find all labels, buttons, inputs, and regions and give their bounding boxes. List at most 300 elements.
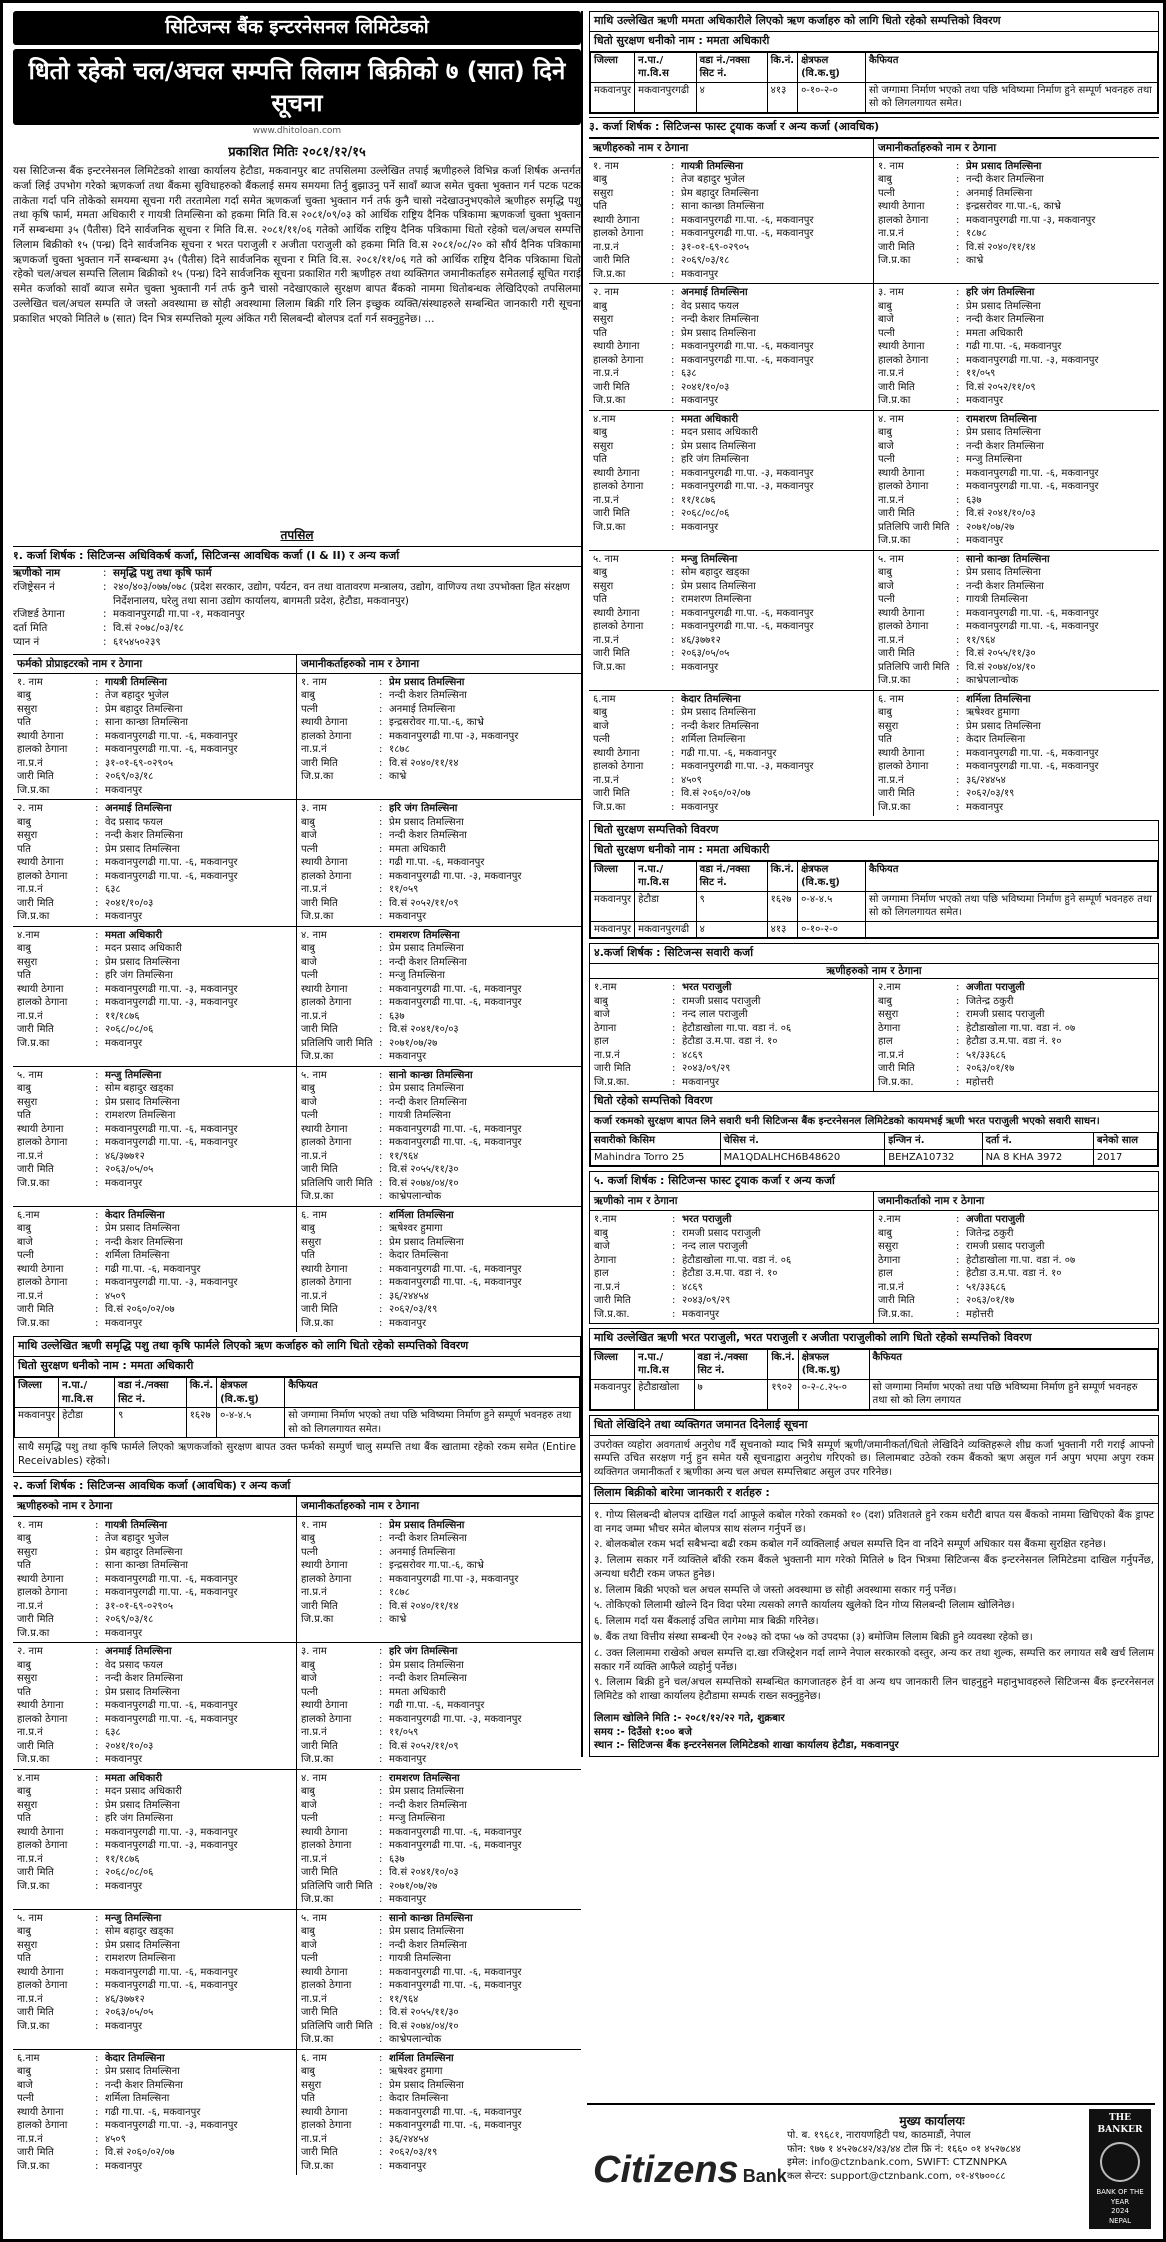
field-value: ११/०५९ <box>966 368 996 380</box>
person-field <box>593 214 869 228</box>
field-label: जि.प्र.का <box>301 911 334 923</box>
table-cell: ४१३ <box>767 921 797 938</box>
colon: : <box>672 1281 676 1293</box>
field-label: हालको ठेगाना <box>301 1137 352 1149</box>
colon: : <box>95 1740 99 1752</box>
colon: : <box>95 771 99 783</box>
table-header: कि.नं. <box>768 1349 798 1379</box>
field-value: मकवानपुरगढी गा.पा. -६, मकवानपुर <box>105 870 238 882</box>
field-value: ६३७ <box>966 494 982 506</box>
person-field <box>17 2006 292 2020</box>
person-field <box>301 1276 577 1290</box>
person-field <box>17 1010 292 1024</box>
table-header: जिल्ला <box>591 52 635 82</box>
person-field <box>17 1123 292 1137</box>
field-value: तेज बहादुर भुजेल <box>681 174 745 186</box>
loan3-people <box>589 138 1159 157</box>
colon: : <box>956 788 960 800</box>
person-name-label: ५. नाम <box>301 1069 327 1081</box>
person-name: अनमाई तिमल्सिना <box>681 287 748 299</box>
field-value: ३१-०१-६९-०२९०५ <box>681 241 750 253</box>
person-field <box>878 593 1155 607</box>
person-field <box>17 1023 292 1037</box>
table-header: इन्जिन नं. <box>885 1133 982 1150</box>
field-value: वि.सं २०७८/०३/१८ <box>113 623 184 635</box>
person-name: केदार तिमल्सिना <box>105 1209 165 1221</box>
person-name-row <box>878 160 1155 174</box>
field-label: स्थायी ठेगाना <box>301 1826 348 1838</box>
colon: : <box>672 982 676 994</box>
person-field <box>301 1082 577 1096</box>
award-country: NEPAL <box>1108 2216 1132 2225</box>
field-label: ना.प्र.नं <box>878 1281 904 1293</box>
rule-item: ५. तोकिएको लिलामी खोल्ने दिन विदा परेमा त्यसको लगत्तै कार्यालय खुलेको दिन गोप्य सिलबन्दी लिलाम खोलिनेछ। <box>594 1600 1015 1612</box>
award-year: 2024 <box>1111 2207 1129 2216</box>
field-value: ४५०९ <box>105 2133 126 2145</box>
colon: : <box>95 1799 99 1811</box>
table-header: सवारीको किसिम <box>591 1133 721 1150</box>
field-value: नन्दी केशर तिमल्सिना <box>966 580 1044 592</box>
left-column <box>13 11 581 2175</box>
person-field <box>878 1308 1154 1322</box>
people-row <box>13 799 581 926</box>
person-name-label: ४. नाम <box>878 413 904 425</box>
field-value: प्रेम प्रसाद तिमल्सिना <box>389 1659 464 1671</box>
field-label: ना.प्र.नं <box>593 774 619 786</box>
field-label: स्थायी ठेगाना <box>301 2106 348 2118</box>
field-value: मकवानपुरगढी गा.पा -१, मकवानपुर <box>113 609 245 621</box>
field-label: जि.प्र.का <box>301 1754 334 1766</box>
people-cell <box>13 1207 297 1333</box>
field-value: मकवानपुरगढी गा.पा. -६, मकवानपुर <box>389 1840 522 1852</box>
colon: : <box>95 1150 99 1162</box>
field-value: मकवानपुरगढी गा.पा -३, मकवानपुर <box>389 730 519 742</box>
colon: : <box>379 929 383 941</box>
person-field <box>878 1022 1154 1036</box>
person-field <box>878 801 1155 815</box>
field-label: स्थायी ठेगाना <box>17 1123 64 1135</box>
person-name-row <box>301 1912 577 1926</box>
colon: : <box>95 1912 99 1924</box>
field-label: जारी मिति <box>878 1063 915 1075</box>
field-value: ६३८ <box>681 368 697 380</box>
colon: : <box>379 1966 383 1978</box>
person-name-row <box>301 1519 577 1533</box>
field-value: तेज बहादुर भुजेल <box>105 1533 169 1545</box>
field-label: जि.प्र.का <box>301 1317 334 1329</box>
person-field <box>17 703 292 717</box>
person-field <box>17 1799 292 1813</box>
colon: : <box>671 187 675 199</box>
person-field <box>301 1952 577 1966</box>
field-label: जारी मिति <box>301 1164 338 1176</box>
collateral-top-title: माथि उल्लेखित ऋणी ममता अधिकारीले लिएको ऋण कर्जाहरु को लागि धितो रहेको सम्पत्तिको विवरण <box>590 12 1158 32</box>
field-label: ना.प्र.नं <box>301 1853 327 1865</box>
colon: : <box>379 1137 383 1149</box>
field-value: प्रेम प्रसाद तिमल्सिना <box>389 1236 464 1248</box>
colon: : <box>95 676 99 688</box>
field-value: मकवानपुर <box>681 268 719 280</box>
person-field <box>301 1096 577 1110</box>
colon: : <box>956 1268 960 1280</box>
field-value: मकवानपुरगढी गा.पा. -६, मकवानपुर <box>105 1700 238 1712</box>
colon: : <box>379 943 383 955</box>
colon: : <box>95 1926 99 1938</box>
colon: : <box>956 201 960 213</box>
colon: : <box>379 897 383 909</box>
person-field <box>17 1993 292 2007</box>
field-value: शर्मिला तिमल्सिना <box>105 2093 170 2105</box>
colon: : <box>95 1754 99 1766</box>
person-field <box>594 1062 869 1076</box>
office-phone: फोन: ९७७ १ ४५२७८४२/४३/४४ टोल फ्रि नं: १६६० ०१ ४५२७८४४ <box>787 2143 1021 2155</box>
vehicle-table <box>590 1132 1158 1166</box>
field-label: बाबु <box>878 174 893 186</box>
loan2-col-b: जमानीकर्ताहरुको नाम र ठेगाना <box>301 1500 420 1513</box>
field-label: जारी मिति <box>301 1867 338 1879</box>
field-label: बाबु <box>593 427 608 439</box>
field-label: जारी मिति <box>17 2007 54 2019</box>
colon: : <box>379 1659 383 1671</box>
colon: : <box>379 983 383 995</box>
people-row <box>13 926 581 1066</box>
colon: : <box>956 381 960 393</box>
logo-suffix: Bank <box>742 2166 787 2186</box>
field-value: रामजी प्रसाद पराजुली <box>966 1241 1045 1253</box>
field-value: ऋषेश्वर हुमागा <box>389 1223 443 1235</box>
field-label: जि.प्र.का <box>878 675 911 687</box>
table-header: क्षेत्रफल (वि.क.धु) <box>798 861 866 891</box>
person-name-label: ६.नाम <box>17 1209 40 1221</box>
field-label: जि.प्र.का. <box>878 1076 914 1088</box>
field-value: ११/०५९ <box>389 1727 419 1739</box>
colon: : <box>956 995 960 1007</box>
field-value: मकवानपुर <box>105 1317 143 1329</box>
field-label: स्थायी ठेगाना <box>17 1826 64 1838</box>
field-label: हालको ठेगाना <box>301 730 352 742</box>
table-header: वडा नं./नक्सा सिट नं. <box>115 1378 187 1408</box>
field-label: जि.प्र.का <box>17 1627 50 1639</box>
person-name-label: १. नाम <box>301 1519 327 1531</box>
table-cell: १९०२ <box>768 1379 798 1409</box>
field-value: गढी गा.पा. -६, मकवानपुर <box>105 2106 201 2118</box>
field-label: हाल <box>594 1268 609 1280</box>
person-field <box>17 1082 292 1096</box>
person-block <box>301 1519 577 1627</box>
loan5-head <box>590 1192 1158 1210</box>
person-block <box>17 1209 292 1331</box>
person-name-row <box>17 929 292 943</box>
field-value: २०६९/०३/१८ <box>105 771 154 783</box>
field-value: १८७८ <box>389 744 410 756</box>
collateral-top-table <box>590 52 1158 113</box>
field-value: ६३७ <box>389 1010 405 1022</box>
person-field <box>301 1010 577 1024</box>
table-cell: मकवानपुर <box>591 1379 635 1409</box>
table-header: बनेको साल <box>1093 1133 1157 1150</box>
field-label: पत्नी <box>301 1546 318 1558</box>
person-block <box>301 2052 577 2174</box>
field-value: मकवानपुरगढी गा.पा. -६, मकवानपुर <box>105 1980 238 1992</box>
table-cell: हेटौडा <box>59 1408 115 1438</box>
colon: : <box>95 1614 99 1626</box>
person-field <box>878 1227 1154 1241</box>
person-field <box>301 843 577 857</box>
table-header: जिल्ला <box>15 1378 59 1408</box>
field-value: मकवानपुर <box>105 911 143 923</box>
table-header: कैफियत <box>865 52 1157 82</box>
rule-item: ६. लिलाम गर्दा यस बैंकलाई उचित लागेमा मात्र बिक्री गरिनेछ। <box>594 1616 819 1628</box>
field-label: बाबु <box>878 1227 893 1239</box>
field-label: हाल <box>878 1036 893 1048</box>
colon: : <box>671 788 675 800</box>
field-label: स्थायी ठेगाना <box>301 1966 348 1978</box>
banker-award-badge <box>1089 2109 1151 2229</box>
field-value: मकवानपुरगढी गा.पा. -६, मकवानपुर <box>389 1966 522 1978</box>
field-label: जि.प्र.का <box>301 1191 334 1203</box>
person-name-row <box>17 1519 292 1533</box>
colon: : <box>95 1600 99 1612</box>
person-name-row <box>17 2052 292 2066</box>
people-row <box>589 157 1159 284</box>
colon: : <box>956 521 960 533</box>
field-label: रजिष्ट्रेसन नं <box>13 581 55 593</box>
person-field <box>17 2079 292 2093</box>
person-name-label: १. नाम <box>17 1519 43 1531</box>
person-field <box>301 1699 577 1713</box>
field-label: बाबु <box>301 2066 316 2078</box>
person-field <box>17 897 292 911</box>
person-field <box>17 2065 292 2079</box>
field-value: मदन प्रसाद अधिकारी <box>105 1786 182 1798</box>
field-value: मकवानपुरगढी गा.पा. -६, मकवानपुर <box>105 1123 238 1135</box>
table-row <box>15 1408 580 1438</box>
person-field <box>17 1713 292 1727</box>
person-field <box>301 2119 577 2133</box>
people-row <box>589 283 1159 410</box>
field-label: पत्नी <box>17 2093 34 2105</box>
person-field <box>301 1123 577 1137</box>
table-cell <box>865 921 1157 938</box>
field-value: ११/९६४ <box>389 1150 419 1162</box>
field-label: ना.प्र.नं <box>593 494 619 506</box>
person-field <box>301 1263 577 1277</box>
person-name-row <box>17 1912 292 1926</box>
people-cell <box>13 1067 297 1206</box>
colon: : <box>956 553 960 565</box>
colon: : <box>379 2106 383 2118</box>
person-name-row <box>878 981 1154 995</box>
table-cell: १६२७ <box>186 1408 216 1438</box>
field-label: पत्नी <box>301 1686 318 1698</box>
person-field <box>17 1952 292 1966</box>
field-value: मकवानपुरगढी गा.पा. -६, मकवानपुर <box>389 1137 522 1149</box>
field-label: स्थायी ठेगाना <box>17 983 64 995</box>
field-label: पति <box>17 1686 31 1698</box>
field-value: वि.सं २०५२/११/०९ <box>389 1740 459 1752</box>
colon: : <box>95 1953 99 1965</box>
colon: : <box>671 481 675 493</box>
person-field <box>878 354 1155 368</box>
colon: : <box>95 1209 99 1221</box>
field-value: मकवानपुरगढी गा.पा. -६, मकवानपुर <box>105 730 238 742</box>
person-field <box>878 1076 1154 1090</box>
person-name-row <box>17 1772 292 1786</box>
guarantee-text: उपरोक्त व्यहोरा अवगतार्थ अनुरोध गर्दै सूचनाको म्याद भित्रै सम्पूर्ण ऋणी/जमानीकर्ता/धितो लेखिदिने व्यक्तिहरूले शीघ्र कर्जा भुक्तानी गरी गराई आफ्नो सम्पत्ति उचित सरक्षण गर्नु हुन समेत यसै सूचनाद्वारा अनुरोध गरिएको छ। लिलामबाट उठेको रकम बैंकको ऋण असुल गर्न अपुग भएमा अपुग रकम व्यक्तिगत जमानीकर्ता र ऋणीका अन्य चल अचल सम्पत्तिबाट असुल उपर गरिनेछ। <box>594 1439 1154 1479</box>
field-value: ४८६९ <box>682 1049 703 1061</box>
person-field <box>878 607 1155 621</box>
colon: : <box>956 1241 960 1253</box>
rule-item: ३. लिलाम सकार गर्ने व्यक्तिले बाँकी रकम बैंकले भुक्तानी माग गरेको मितिले ७ दिन भित्रमा सिटिजन्स बैंक इन्टरनेसनल लिमिटेडमा दाखिल गर्नुपर्नेछ, अन्यथा धरौटी रकम जफत हुनेछ। <box>594 1555 1154 1580</box>
person-name-row <box>17 1645 292 1659</box>
people-row <box>13 2049 581 2176</box>
field-label: बाबु <box>301 816 316 828</box>
field-value: शर्मिला तिमल्सिना <box>681 734 746 746</box>
person-field <box>593 426 869 440</box>
person-name: शर्मिला तिमल्सिना <box>966 693 1031 705</box>
field-value: प्रेम प्रसाद तिमल्सिना <box>389 816 464 828</box>
field-label: स्थायी ठेगाना <box>593 467 640 479</box>
field-value: २०७१/०७/२७ <box>389 1037 438 1049</box>
person-field <box>301 1726 577 1740</box>
field-label: ससुरा <box>593 187 614 199</box>
field-value: मकवानपुरगढी गा.पा. -३, मकवानपुर <box>105 1826 238 1838</box>
person-name-label: ६.नाम <box>17 2052 40 2064</box>
person-field <box>301 2033 577 2047</box>
colon: : <box>379 2147 383 2159</box>
field-value: काभ्रेपलान्चोक <box>389 2034 442 2046</box>
person-field <box>878 566 1155 580</box>
person-field <box>878 1281 1154 1295</box>
person-field <box>878 467 1155 481</box>
colon: : <box>95 1010 99 1022</box>
person-name-label: ६. नाम <box>301 1209 327 1221</box>
field-value: २०६९/०३/१८ <box>681 255 730 267</box>
field-label: ना.प्र.नं <box>593 634 619 646</box>
colon: : <box>956 535 960 547</box>
person-field <box>593 340 869 354</box>
colon: : <box>379 690 383 702</box>
field-value: केदार तिमल्सिना <box>389 1250 449 1262</box>
field-value: मकवानपुरगढी गा.पा. -६, मकवानपुर <box>681 354 814 366</box>
table-cell: NA 8 KHA 3972 <box>982 1149 1093 1166</box>
field-label: हालको ठेगाना <box>878 214 929 226</box>
table-cell: ४ <box>696 82 767 112</box>
field-label: बाजे <box>17 1236 33 1248</box>
person-field <box>593 507 869 521</box>
field-label: बाबु <box>301 1786 316 1798</box>
colon: : <box>95 1110 99 1122</box>
loan4-box <box>589 943 1159 1167</box>
field-label: बाजे <box>301 956 317 968</box>
person-name: अजीता पराजुली <box>966 1214 1025 1226</box>
field-value: ३१-०१-६९-०२९०५ <box>105 1600 174 1612</box>
person-field <box>593 634 869 648</box>
field-label: जारी मिति <box>593 255 630 267</box>
field-value: ममता अधिकारी <box>966 327 1023 339</box>
field-label: जारी मिति <box>878 1295 915 1307</box>
field-value: प्रेम प्रसाद तिमल्सिना <box>681 580 756 592</box>
person-field <box>301 1317 577 1331</box>
people-cell <box>874 158 1159 284</box>
person-field <box>301 1136 577 1150</box>
colon: : <box>671 747 675 759</box>
field-value: २०६३/०१/१७ <box>966 1063 1015 1075</box>
colon: : <box>379 703 383 715</box>
table-header: कैफियत <box>865 861 1157 891</box>
field-value: हरि जंग तिमल्सिना <box>105 1813 173 1825</box>
colon: : <box>671 287 675 299</box>
colon: : <box>379 1010 383 1022</box>
field-value: सोम बहादुर खड्का <box>105 1083 174 1095</box>
colon: : <box>95 956 99 968</box>
field-value: मकवानपुरगढी गा.पा. -६, मकवानपुर <box>966 467 1099 479</box>
colon: : <box>379 1614 383 1626</box>
colon: : <box>95 1646 99 1658</box>
field-value: ममता अधिकारी <box>389 843 446 855</box>
person-field <box>301 2020 577 2034</box>
table-cell: 2017 <box>1093 1149 1157 1166</box>
field-value: मकवानपुरगढी गा.पा. -६, मकवानपुर <box>389 1277 522 1289</box>
colon: : <box>379 1037 383 1049</box>
field-value: २४०/४०३/०७७/०७८ (प्रदेश सरकार, उद्योग, पर्यटन, वन तथा वातावरण मन्त्रालय, उद्योग, वाणिज्य तथा उपभोक्ता हित संरक्षण निर्देशनालय, घरेलु तथा साना उद्योग कार्यालय, बागमती प्रदेश, हेटौडा, मकवानपुर) <box>113 581 570 607</box>
colon: : <box>671 201 675 213</box>
field-label: जि.प्र.का <box>17 2020 50 2032</box>
colon: : <box>672 1214 676 1226</box>
person-block <box>17 1519 292 1641</box>
person-field <box>17 870 292 884</box>
colon: : <box>671 395 675 407</box>
loan1-title: १. कर्जा शिर्षक : सिटिजन्स अधिविकर्ष कर्जा, सिटिजन्स आवधिक कर्जा (I & II) र अन्य कर्जा <box>13 546 581 567</box>
colon: : <box>95 2160 99 2172</box>
field-value: साना कान्छा तिमल्सिना <box>105 717 188 729</box>
colon: : <box>956 368 960 380</box>
person-field <box>301 1290 577 1304</box>
field-label: जारी मिति <box>301 897 338 909</box>
person-field <box>878 1049 1154 1063</box>
rules-title: लिलाम बिक्रीको बारेमा जानकारी र शर्तहरु : <box>590 1483 1158 1504</box>
field-label: पति <box>17 843 31 855</box>
colon: : <box>956 314 960 326</box>
colon: : <box>671 607 675 619</box>
colon: : <box>379 1223 383 1235</box>
colon: : <box>95 2007 99 2019</box>
field-label: हालको ठेगाना <box>593 481 644 493</box>
field-label: स्थायी ठेगाना <box>17 2106 64 2118</box>
loan4-people <box>590 979 1158 1091</box>
person-name-label: ४. नाम <box>301 929 327 941</box>
field-label: पत्नी <box>301 970 318 982</box>
person-name-label: १. नाम <box>17 676 43 688</box>
field-label: जारी मिति <box>17 1304 54 1316</box>
person-field <box>301 1573 577 1587</box>
colon: : <box>956 693 960 705</box>
person-field <box>301 829 577 843</box>
person-field <box>17 956 292 970</box>
colon: : <box>103 623 107 635</box>
person-field <box>301 1839 577 1853</box>
colon: : <box>95 1939 99 1951</box>
person-field <box>301 1812 577 1826</box>
people-cell <box>13 2050 297 2176</box>
colon: : <box>95 870 99 882</box>
colon: : <box>379 1912 383 1924</box>
colon: : <box>379 1519 383 1531</box>
person-field <box>301 1190 577 1204</box>
people-cell <box>874 284 1159 410</box>
field-value: मकवानपुरगढी गा.पा. -६, मकवानपुर <box>681 607 814 619</box>
field-value: साना कान्छा तिमल्सिना <box>105 1560 188 1572</box>
